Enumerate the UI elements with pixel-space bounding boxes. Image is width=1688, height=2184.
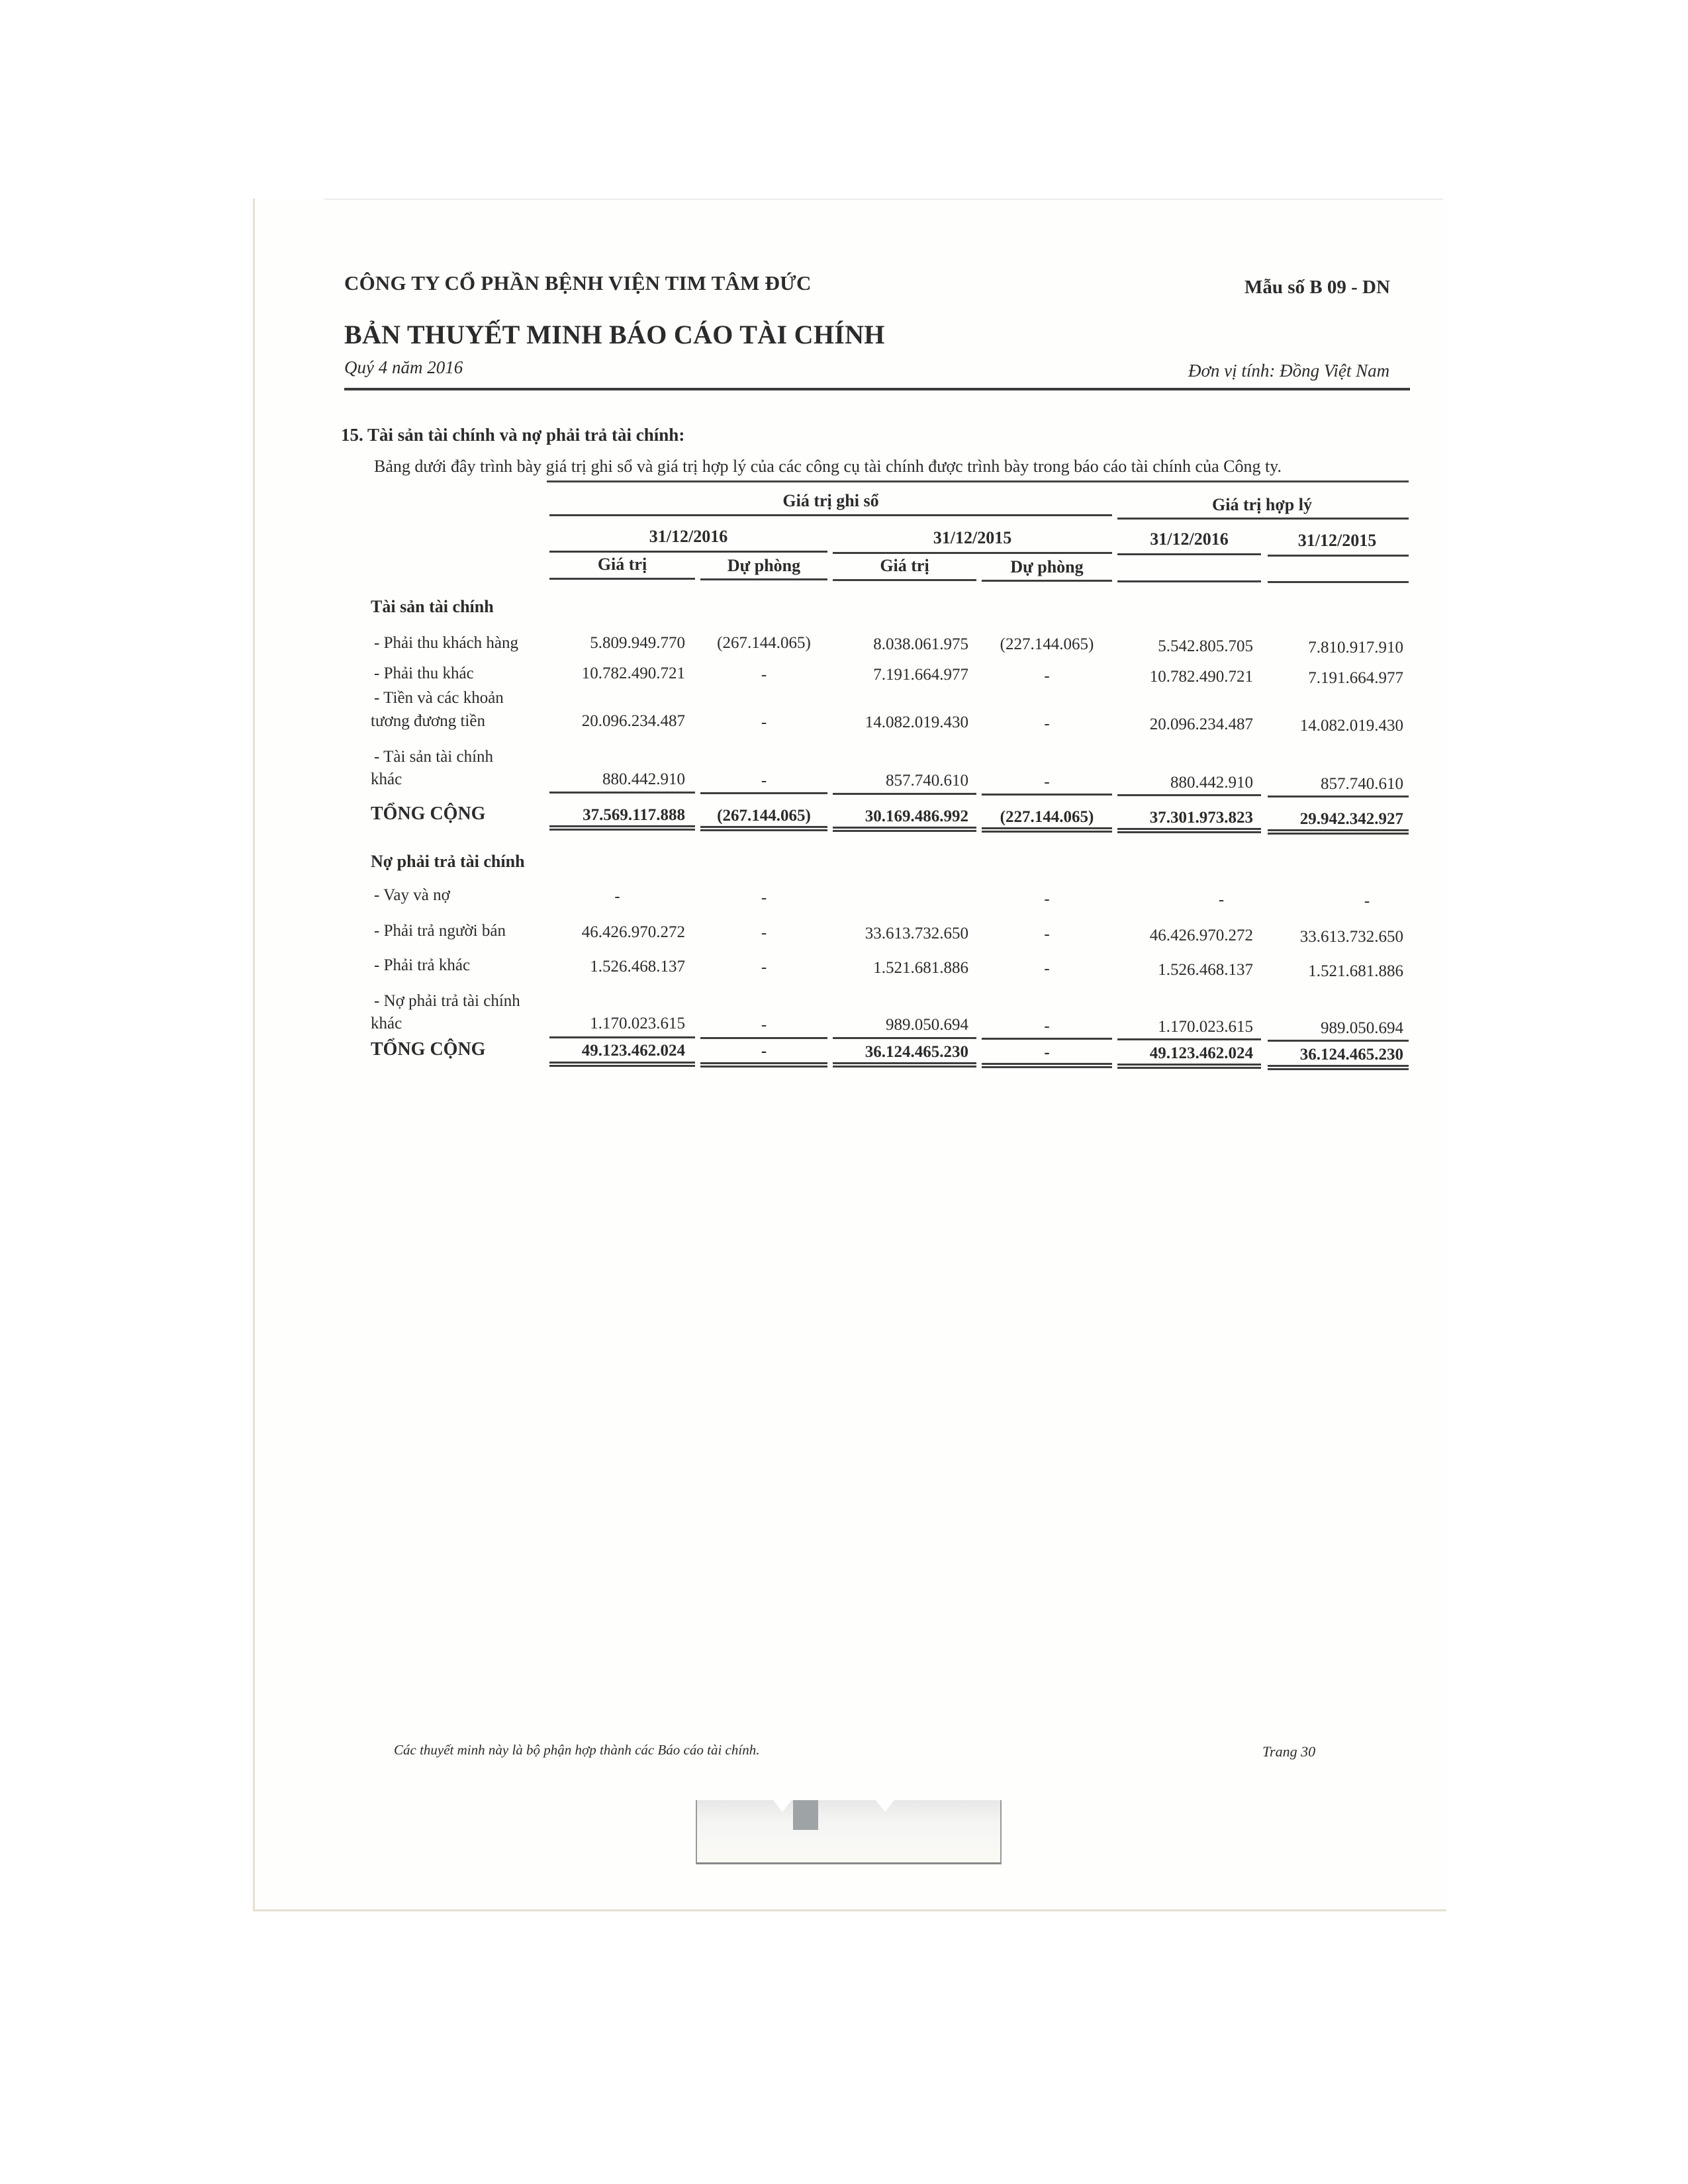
company-name: CÔNG TY CỔ PHẦN BỆNH VIỆN TIM TÂM ĐỨC [344, 271, 812, 295]
row-label-line2: khác [371, 1015, 402, 1032]
subtotal-rule [833, 1037, 976, 1039]
total-fair-2016: 49.123.462.024 [1149, 1044, 1253, 1062]
page-number: Trang 30 [1262, 1743, 1316, 1760]
header-rule [1268, 581, 1409, 583]
header-rule [700, 578, 827, 580]
total-double-rule [549, 825, 695, 831]
intro-underline [547, 480, 1409, 482]
header-value: Giá trị [880, 556, 929, 575]
cell-book-2016-value: 1.526.468.137 [590, 958, 685, 976]
header-rule [549, 551, 827, 553]
cell-fair-2016: 1.170.023.615 [1158, 1018, 1253, 1036]
header-rule [1268, 555, 1409, 557]
reporting-period: Quý 4 năm 2016 [344, 357, 463, 377]
row-label-line1: - Tiền và các khoản [374, 689, 504, 707]
total-book-2016-provision: (267.144.065) [717, 807, 811, 825]
cell-book-2016-value: 10.782.490.721 [581, 664, 685, 682]
currency-unit: Đơn vị tính: Đồng Việt Nam [1188, 361, 1390, 381]
binder-clip-image [696, 1800, 1002, 1864]
total-book-2016-value: 37.569.117.888 [583, 806, 685, 824]
row-label: - Phải thu khác [374, 664, 474, 682]
cell-fair-2016: 46.426.970.272 [1149, 927, 1253, 944]
cell-book-2015-provision: - [1044, 773, 1050, 791]
row-label: - Phải trả khác [374, 956, 471, 974]
header-value: Giá trị [597, 555, 647, 574]
total-double-rule [700, 1062, 827, 1068]
cell-book-2016-value: 5.809.949.770 [590, 634, 685, 652]
total-book-2015-provision: (227.144.065) [1000, 808, 1094, 826]
subtotal-rule [982, 1038, 1112, 1040]
total-double-rule [833, 1062, 976, 1068]
total-book-2015-value: 30.169.486.992 [865, 807, 968, 825]
cell-book-2016-value: 880.442.910 [602, 770, 685, 788]
total-double-rule [1268, 829, 1409, 835]
cell-fair-2015: 7.810.917.910 [1308, 639, 1403, 657]
section-title: 15. Tài sản tài chính và nợ phải trả tài chính: [341, 425, 685, 445]
cell-book-2016-value: 46.426.970.272 [581, 923, 685, 941]
cell-book-2016-value: 20.096.234.487 [581, 712, 685, 730]
section-intro: Bảng dưới đây trình bày giá trị ghi sổ và giá trị hợp lý của các công cụ tài chính được trình bày trong báo cáo tài chính của Công ty. [374, 457, 1282, 476]
cell-fair-2016: 10.782.490.721 [1149, 668, 1253, 686]
cell-book-2016-provision: - [761, 666, 767, 684]
cell-fair-2015: 857.740.610 [1321, 775, 1403, 793]
cell-fair-2016: 1.526.468.137 [1158, 961, 1253, 979]
cell-book-2015-provision: - [1044, 925, 1050, 943]
group-label-assets: Tài sản tài chính [371, 597, 494, 616]
cell-book-2016-provision: - [761, 713, 767, 731]
subtotal-rule [1268, 1040, 1409, 1042]
cell-book-2015-value: 14.082.019.430 [865, 713, 968, 731]
cell-book-2015-provision: - [1044, 667, 1050, 685]
header-rule [549, 514, 1112, 516]
clip-strip [793, 1800, 818, 1830]
cell-book-2015-value: 7.191.664.977 [873, 666, 968, 684]
cell-book-2016-provision: - [761, 772, 767, 790]
clip-notch [773, 1800, 792, 1812]
header-provision: Dự phòng [727, 556, 801, 575]
header-carrying-value: Giá trị ghi sổ [782, 491, 879, 510]
cell-fair-2016: 5.542.805.705 [1158, 637, 1253, 655]
cell-book-2016-provision: - [761, 889, 767, 907]
cell-fair-2015: 14.082.019.430 [1299, 717, 1403, 735]
cell-book-2015-value: 33.613.732.650 [865, 925, 968, 942]
header-fair-value: Giá trị hợp lý [1212, 495, 1312, 514]
header-rule [833, 552, 1112, 554]
cell-book-2016-value: 1.170.023.615 [590, 1015, 685, 1032]
subtotal-rule [1268, 796, 1409, 797]
cell-book-2015-provision: - [1044, 715, 1050, 733]
cell-fair-2015: 1.521.681.886 [1308, 962, 1403, 980]
header-provision: Dự phòng [1010, 557, 1084, 576]
total-double-rule [1268, 1065, 1409, 1070]
subtotal-rule [549, 1036, 695, 1038]
cell-book-2015-value: 989.050.694 [886, 1016, 968, 1034]
cell-book-2016-value: - [614, 887, 620, 905]
cell-fair-2015: 7.191.664.977 [1308, 669, 1403, 687]
row-label-line2: tương đương tiền [371, 712, 485, 730]
total-double-rule [549, 1062, 695, 1067]
total-book-2015-provision: - [1044, 1044, 1050, 1062]
total-fair-2015: 29.942.342.927 [1299, 810, 1403, 828]
header-date-2016-book: 31/12/2016 [649, 527, 728, 546]
subtotal-rule [1117, 794, 1261, 796]
header-rule [1117, 518, 1409, 520]
header-rule [1117, 553, 1261, 555]
subtotal-rule [549, 792, 695, 794]
cell-book-2015-provision: - [1044, 1017, 1050, 1035]
total-double-rule [1117, 1064, 1261, 1069]
row-label: - Vay và nợ [374, 886, 450, 904]
header-rule [1117, 580, 1261, 582]
row-label-line2: khác [371, 770, 402, 788]
total-label: TỔNG CỘNG [371, 1039, 486, 1060]
total-double-rule [700, 826, 827, 831]
cell-fair-2016: - [1218, 891, 1225, 909]
footer-note: Các thuyết minh này là bộ phận hợp thành các Báo cáo tài chính. [394, 1742, 760, 1758]
clip-notch [876, 1800, 894, 1812]
cell-book-2016-provision: - [761, 1016, 767, 1034]
cell-fair-2016: 880.442.910 [1170, 774, 1253, 792]
header-date-2016-fair: 31/12/2016 [1150, 529, 1229, 549]
row-label-line1: - Tài sản tài chính [374, 748, 494, 766]
row-label: - Phải trả người bán [374, 922, 506, 940]
cell-fair-2015: 989.050.694 [1321, 1019, 1403, 1037]
total-double-rule [1117, 828, 1261, 833]
cell-fair-2016: 20.096.234.487 [1149, 715, 1253, 733]
total-label: TỔNG CỘNG [371, 803, 486, 824]
total-book-2015-value: 36.124.465.230 [865, 1043, 968, 1061]
total-double-rule [982, 827, 1112, 833]
header-divider [344, 388, 1410, 390]
cell-book-2015-provision: - [1044, 890, 1050, 908]
cell-book-2015-provision: (227.144.065) [1000, 635, 1094, 653]
subtotal-rule [982, 794, 1112, 796]
cell-book-2015-provision: - [1044, 960, 1050, 978]
total-double-rule [982, 1063, 1112, 1068]
total-book-2016-provision: - [761, 1042, 767, 1060]
header-date-2015-book: 31/12/2015 [933, 528, 1012, 547]
group-label-liabilities: Nợ phải trả tài chính [371, 852, 525, 871]
subtotal-rule [1117, 1038, 1261, 1040]
total-fair-2016: 37.301.973.823 [1149, 809, 1253, 827]
cell-fair-2015: 33.613.732.650 [1299, 928, 1403, 946]
cell-book-2016-provision: (267.144.065) [717, 634, 811, 652]
total-book-2016-value: 49.123.462.024 [581, 1042, 685, 1060]
cell-book-2016-provision: - [761, 924, 767, 942]
subtotal-rule [833, 793, 976, 795]
form-number: Mẫu số B 09 - DN [1244, 277, 1390, 298]
document-title: BẢN THUYẾT MINH BÁO CÁO TÀI CHÍNH [344, 320, 885, 349]
header-rule [833, 579, 976, 581]
cell-book-2015-value: 8.038.061.975 [873, 635, 968, 653]
cell-book-2016-provision: - [761, 958, 767, 976]
row-label: - Phải thu khách hàng [374, 634, 519, 652]
subtotal-rule [700, 1037, 827, 1039]
cell-book-2015-value: 1.521.681.886 [873, 959, 968, 977]
total-fair-2015: 36.124.465.230 [1299, 1046, 1403, 1064]
row-label-line1: - Nợ phải trả tài chính [374, 992, 520, 1010]
total-double-rule [833, 827, 976, 832]
header-rule [982, 580, 1112, 582]
header-date-2015-fair: 31/12/2015 [1297, 531, 1377, 550]
cell-fair-2015: - [1364, 892, 1370, 910]
header-rule [549, 578, 695, 580]
subtotal-rule [700, 792, 827, 794]
paper-edge [324, 199, 1443, 200]
cell-book-2015-value: 857.740.610 [886, 772, 968, 790]
